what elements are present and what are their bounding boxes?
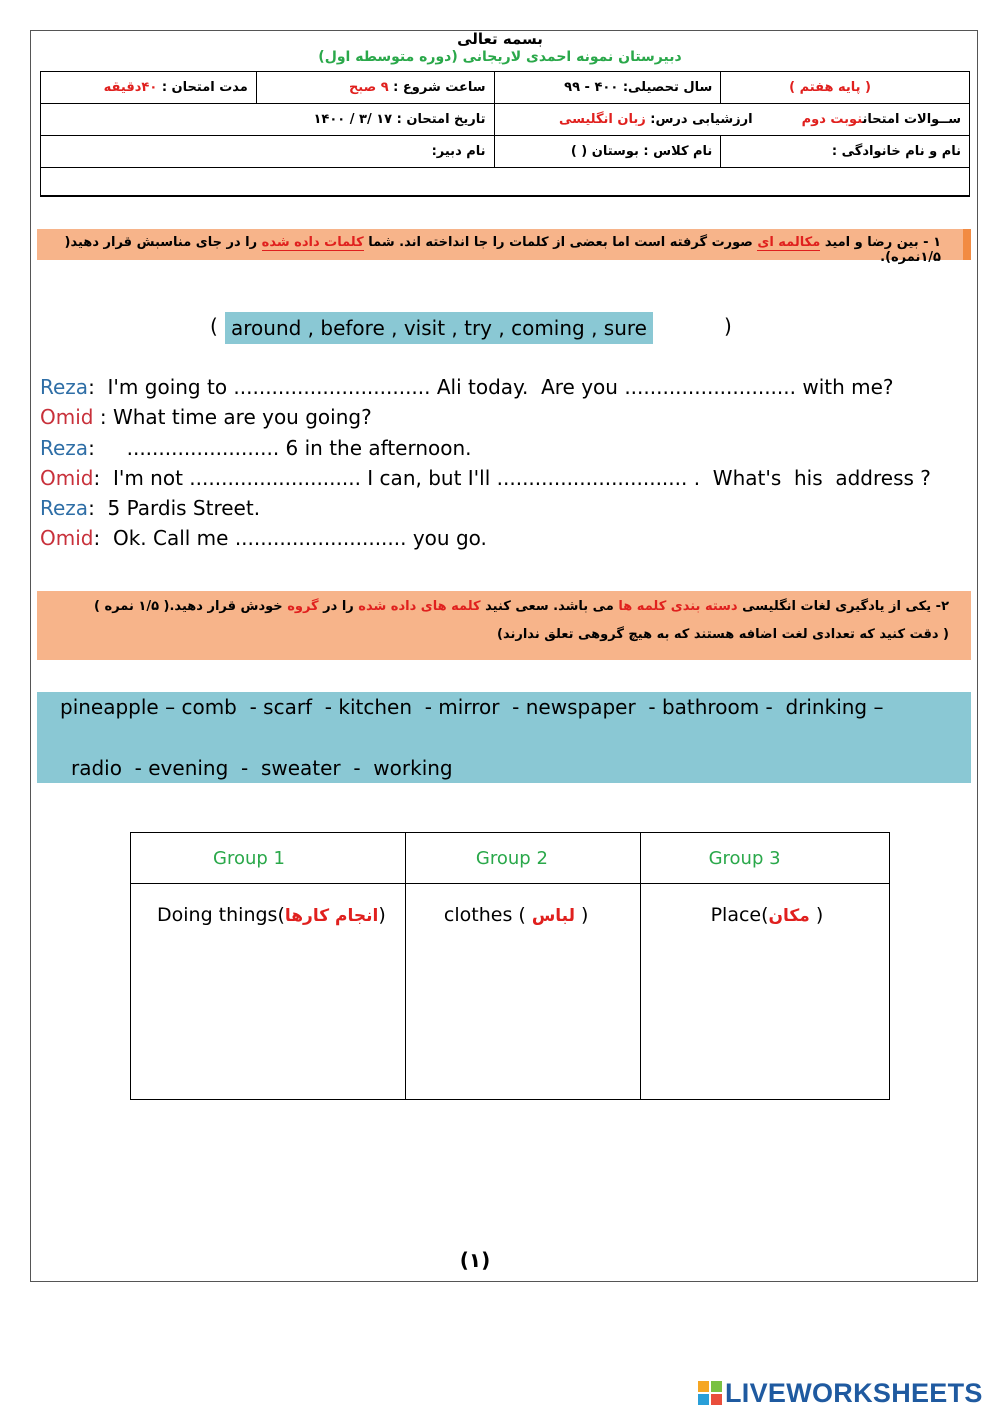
- question-2-instruction: ۲- یکی از یادگیری لغات انگلیسی دسته بندی کلمه ها می باشد. سعی کنید کلمه های داده شده را در گروه خودش قرار دهید.( ۱/۵ نمره ) ( دقت کنید که تعدادی لغت اضافه هستند که به هیچ گروهی تعلق ندارند): [37, 591, 971, 660]
- dialogue-line[interactable]: Omid: I'm not ........................... I can, but I'll .............................. . What's his address ?: [40, 465, 931, 490]
- grade-cell: ( پایه هفتم ): [721, 72, 970, 104]
- page-number: (۱): [459, 1248, 491, 1272]
- exam-title-cell: ســوالات امتحاننوبت دوم ارزشیابی درس: زبان انگلیسی: [494, 104, 969, 136]
- word-bank-2-line2: radio - evening - sweater - working: [71, 756, 453, 780]
- school-name: دبیرستان نمونه احمدی لاریجانی (دوره متوسطه اول): [318, 49, 682, 65]
- word-bank-2: [37, 692, 971, 783]
- dialogue-line[interactable]: Omid: Ok. Call me ........................... you go.: [40, 526, 487, 551]
- group-3-header: Group 3: [640, 833, 889, 884]
- group-1-header: Group 1: [131, 833, 406, 884]
- dialogue: [40, 372, 931, 554]
- class-name-cell[interactable]: نام کلاس : بوستان ( ): [494, 136, 721, 168]
- word-bank-2-line1: pineapple – comb - scarf - kitchen - mirror - newspaper - bathroom - drinking –: [60, 695, 884, 719]
- dialogue-line[interactable]: Reza: 5 Pardis Street.: [40, 496, 261, 521]
- group-3-answer-area[interactable]: Place(مکان ): [640, 884, 889, 1100]
- teacher-name-cell[interactable]: نام دبیر:: [41, 136, 495, 168]
- blank-row: [41, 168, 970, 197]
- group-2-header: Group 2: [405, 833, 640, 884]
- duration-cell: مدت امتحان : ۴۰دقیقه: [41, 72, 257, 104]
- question-2-note: ( دقت کنید که تعدادی لغت اضافه هستند که به هیچ گروهی تعلق ندارند): [497, 627, 949, 642]
- exam-info-table: [40, 71, 970, 197]
- liveworksheets-logo-text: LIVEWORKSHEETS: [725, 1377, 983, 1408]
- header-bismillah: بسمه تعالی: [457, 30, 543, 48]
- word-bank-1: around , before , visit , try , coming , sure: [225, 312, 653, 344]
- word-bank-close-paren: ): [724, 314, 732, 338]
- liveworksheets-logo-icon: [698, 1381, 722, 1405]
- question-1-instruction: ۱ - بین رضا و امید مکالمه ای صورت گرفته است اما بعضی از کلمات را جا انداخته اند. شما کلمات داده شده را در جای مناسبش قرار دهید( ۱/۵نمره).: [37, 229, 971, 260]
- student-name-cell[interactable]: نام و نام خانوادگی :: [721, 136, 970, 168]
- liveworksheets-logo[interactable]: [698, 1378, 983, 1408]
- academic-year-cell: سال تحصیلی: ۴۰۰ - ۹۹: [494, 72, 721, 104]
- dialogue-line[interactable]: Reza: ........................ 6 in the afternoon.: [40, 435, 472, 460]
- group-1-answer-area[interactable]: Doing things(انجام کارها): [131, 884, 406, 1100]
- dialogue-line[interactable]: Omid : What time are you going?: [40, 405, 372, 430]
- exam-date-cell: تاریخ امتحان : ۱۷ /۳ / ۱۴۰۰: [41, 104, 495, 136]
- groups-table: [130, 832, 890, 1100]
- dialogue-line[interactable]: Reza: I'm going to ............................... Ali today. Are you ........................... with me?: [40, 375, 894, 399]
- group-2-answer-area[interactable]: clothes ( لباس ): [405, 884, 640, 1100]
- start-time-cell: ساعت شروع : ۹ صبح: [256, 72, 494, 104]
- word-bank-open-paren: (: [210, 314, 218, 338]
